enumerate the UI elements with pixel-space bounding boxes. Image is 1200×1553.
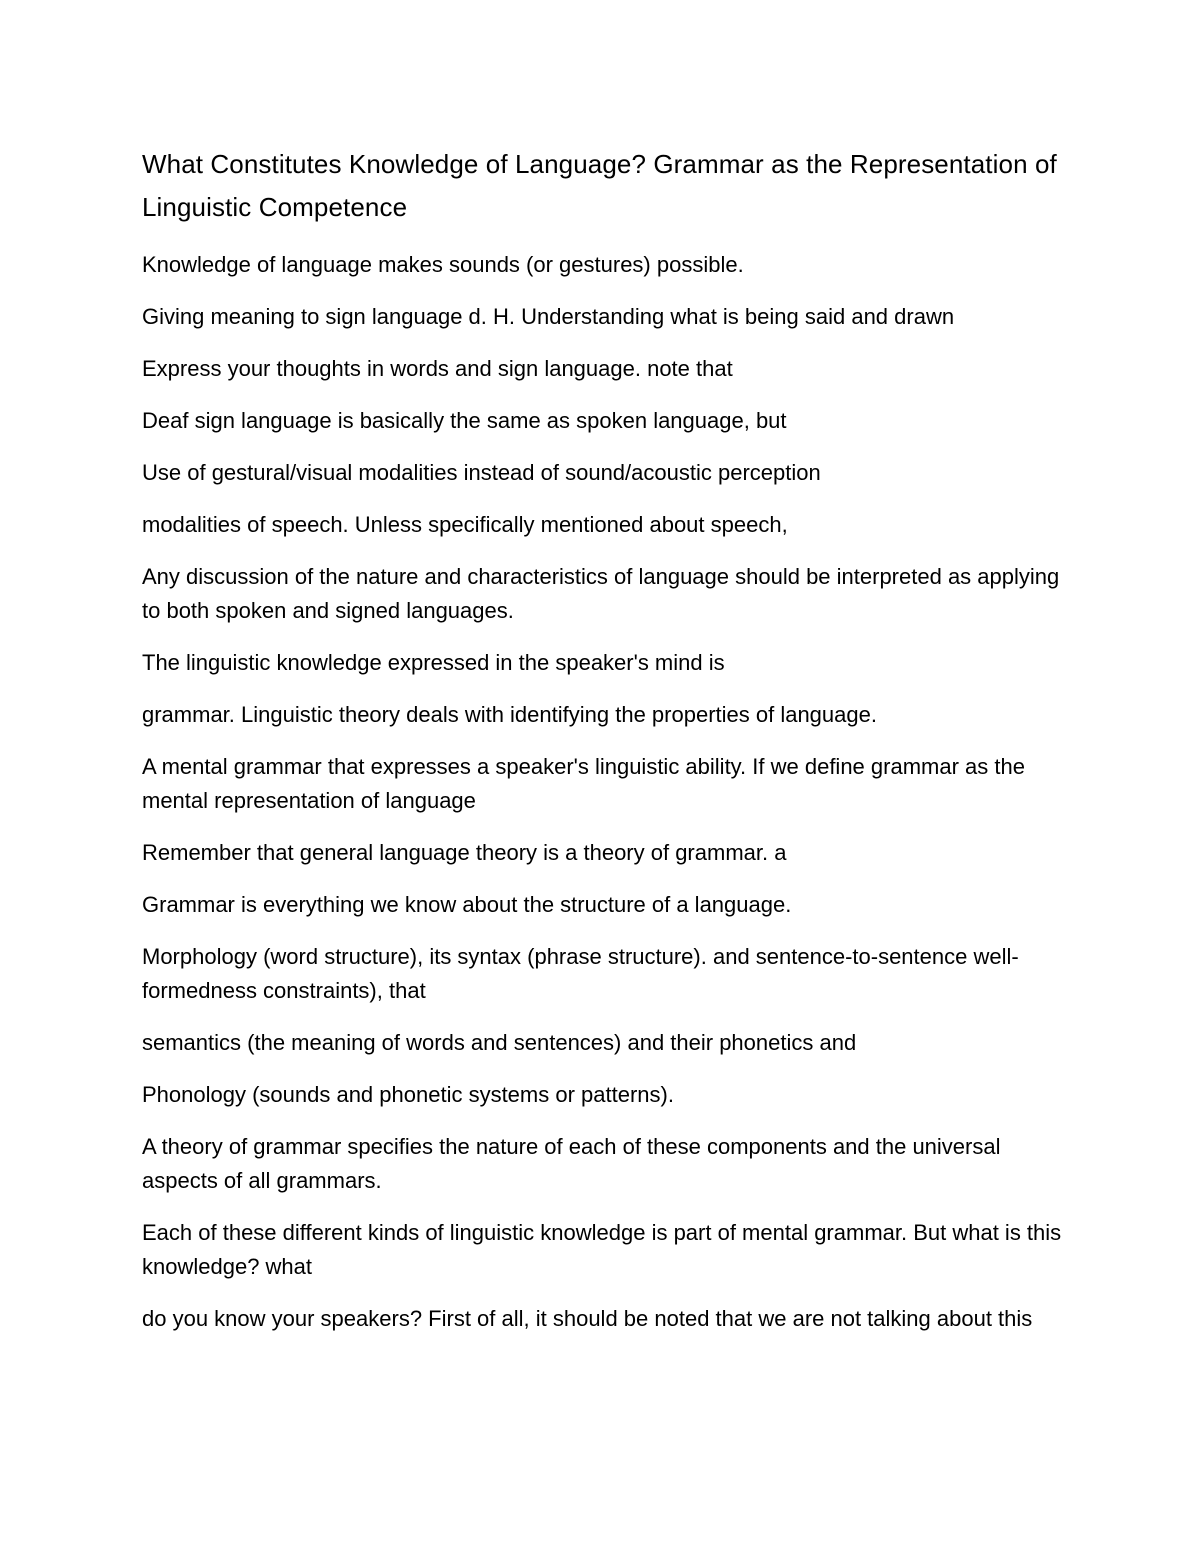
paragraph: modalities of speech. Unless specifically mentioned about speech,	[142, 512, 788, 537]
paragraph: Each of these different kinds of linguistic knowledge is part of mental grammar. But what is this knowledge? what	[142, 1220, 1062, 1279]
document-title: What Constitutes Knowledge of Language? Grammar as the Representation of Linguistic Competence	[142, 149, 1057, 222]
paragraph: Any discussion of the nature and characteristics of language should be interpreted as applying to both spoken and signed languages.	[142, 564, 1060, 623]
document-body	[142, 143, 1072, 1354]
paragraph: The linguistic knowledge expressed in the speaker's mind is	[142, 650, 725, 675]
paragraph: Grammar is everything we know about the structure of a language.	[142, 892, 792, 917]
paragraph: Remember that general language theory is a theory of grammar. a	[142, 840, 787, 865]
paragraph: Deaf sign language is basically the same as spoken language, but	[142, 408, 787, 433]
paragraph: grammar. Linguistic theory deals with identifying the properties of language.	[142, 702, 877, 727]
paragraph: Knowledge of language makes sounds (or gestures) possible.	[142, 252, 744, 277]
paragraph: A theory of grammar specifies the nature of each of these components and the universal aspects of all grammars.	[142, 1134, 1001, 1193]
paragraph: A mental grammar that expresses a speaker's linguistic ability. If we define grammar as the mental representation of language	[142, 754, 1025, 813]
paragraph: Express your thoughts in words and sign language. note that	[142, 356, 733, 381]
paragraph: Phonology (sounds and phonetic systems or patterns).	[142, 1082, 674, 1107]
paragraph: semantics (the meaning of words and sentences) and their phonetics and	[142, 1030, 857, 1055]
paragraph: Morphology (word structure), its syntax (phrase structure). and sentence-to-sentence well-formedness constraints), that	[142, 944, 1019, 1003]
paragraph: Use of gestural/visual modalities instead of sound/acoustic perception	[142, 460, 821, 485]
paragraph: do you know your speakers? First of all, it should be noted that we are not talking about this	[142, 1306, 1033, 1331]
paragraph: Giving meaning to sign language d. H. Understanding what is being said and drawn	[142, 304, 955, 329]
